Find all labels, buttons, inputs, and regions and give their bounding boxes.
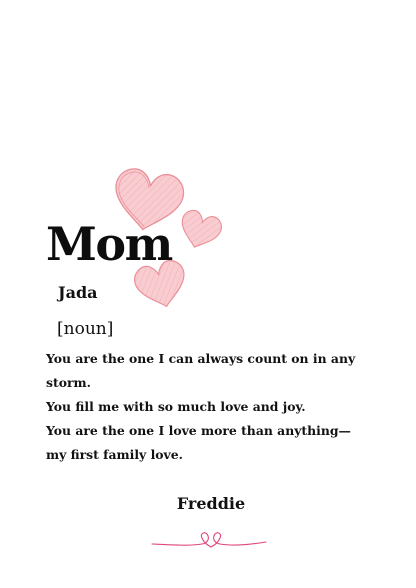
definition-line: storm. [46, 375, 91, 390]
definition-line: You are the one I can always count on in any [46, 351, 356, 366]
heart-divider-icon [150, 524, 268, 554]
part-of-speech: [noun] [57, 319, 114, 339]
definition-text [46, 347, 376, 467]
signature-name: Freddie [176, 494, 246, 513]
page-title: Mom [46, 217, 172, 271]
definition-line: my first family love. [46, 447, 183, 462]
small-heart-icon [175, 208, 224, 254]
definition-line: You fill me with so much love and joy. [46, 399, 306, 414]
definition-line: You are the one I love more than anything— [46, 423, 351, 438]
recipient-name: Jada [58, 283, 98, 302]
